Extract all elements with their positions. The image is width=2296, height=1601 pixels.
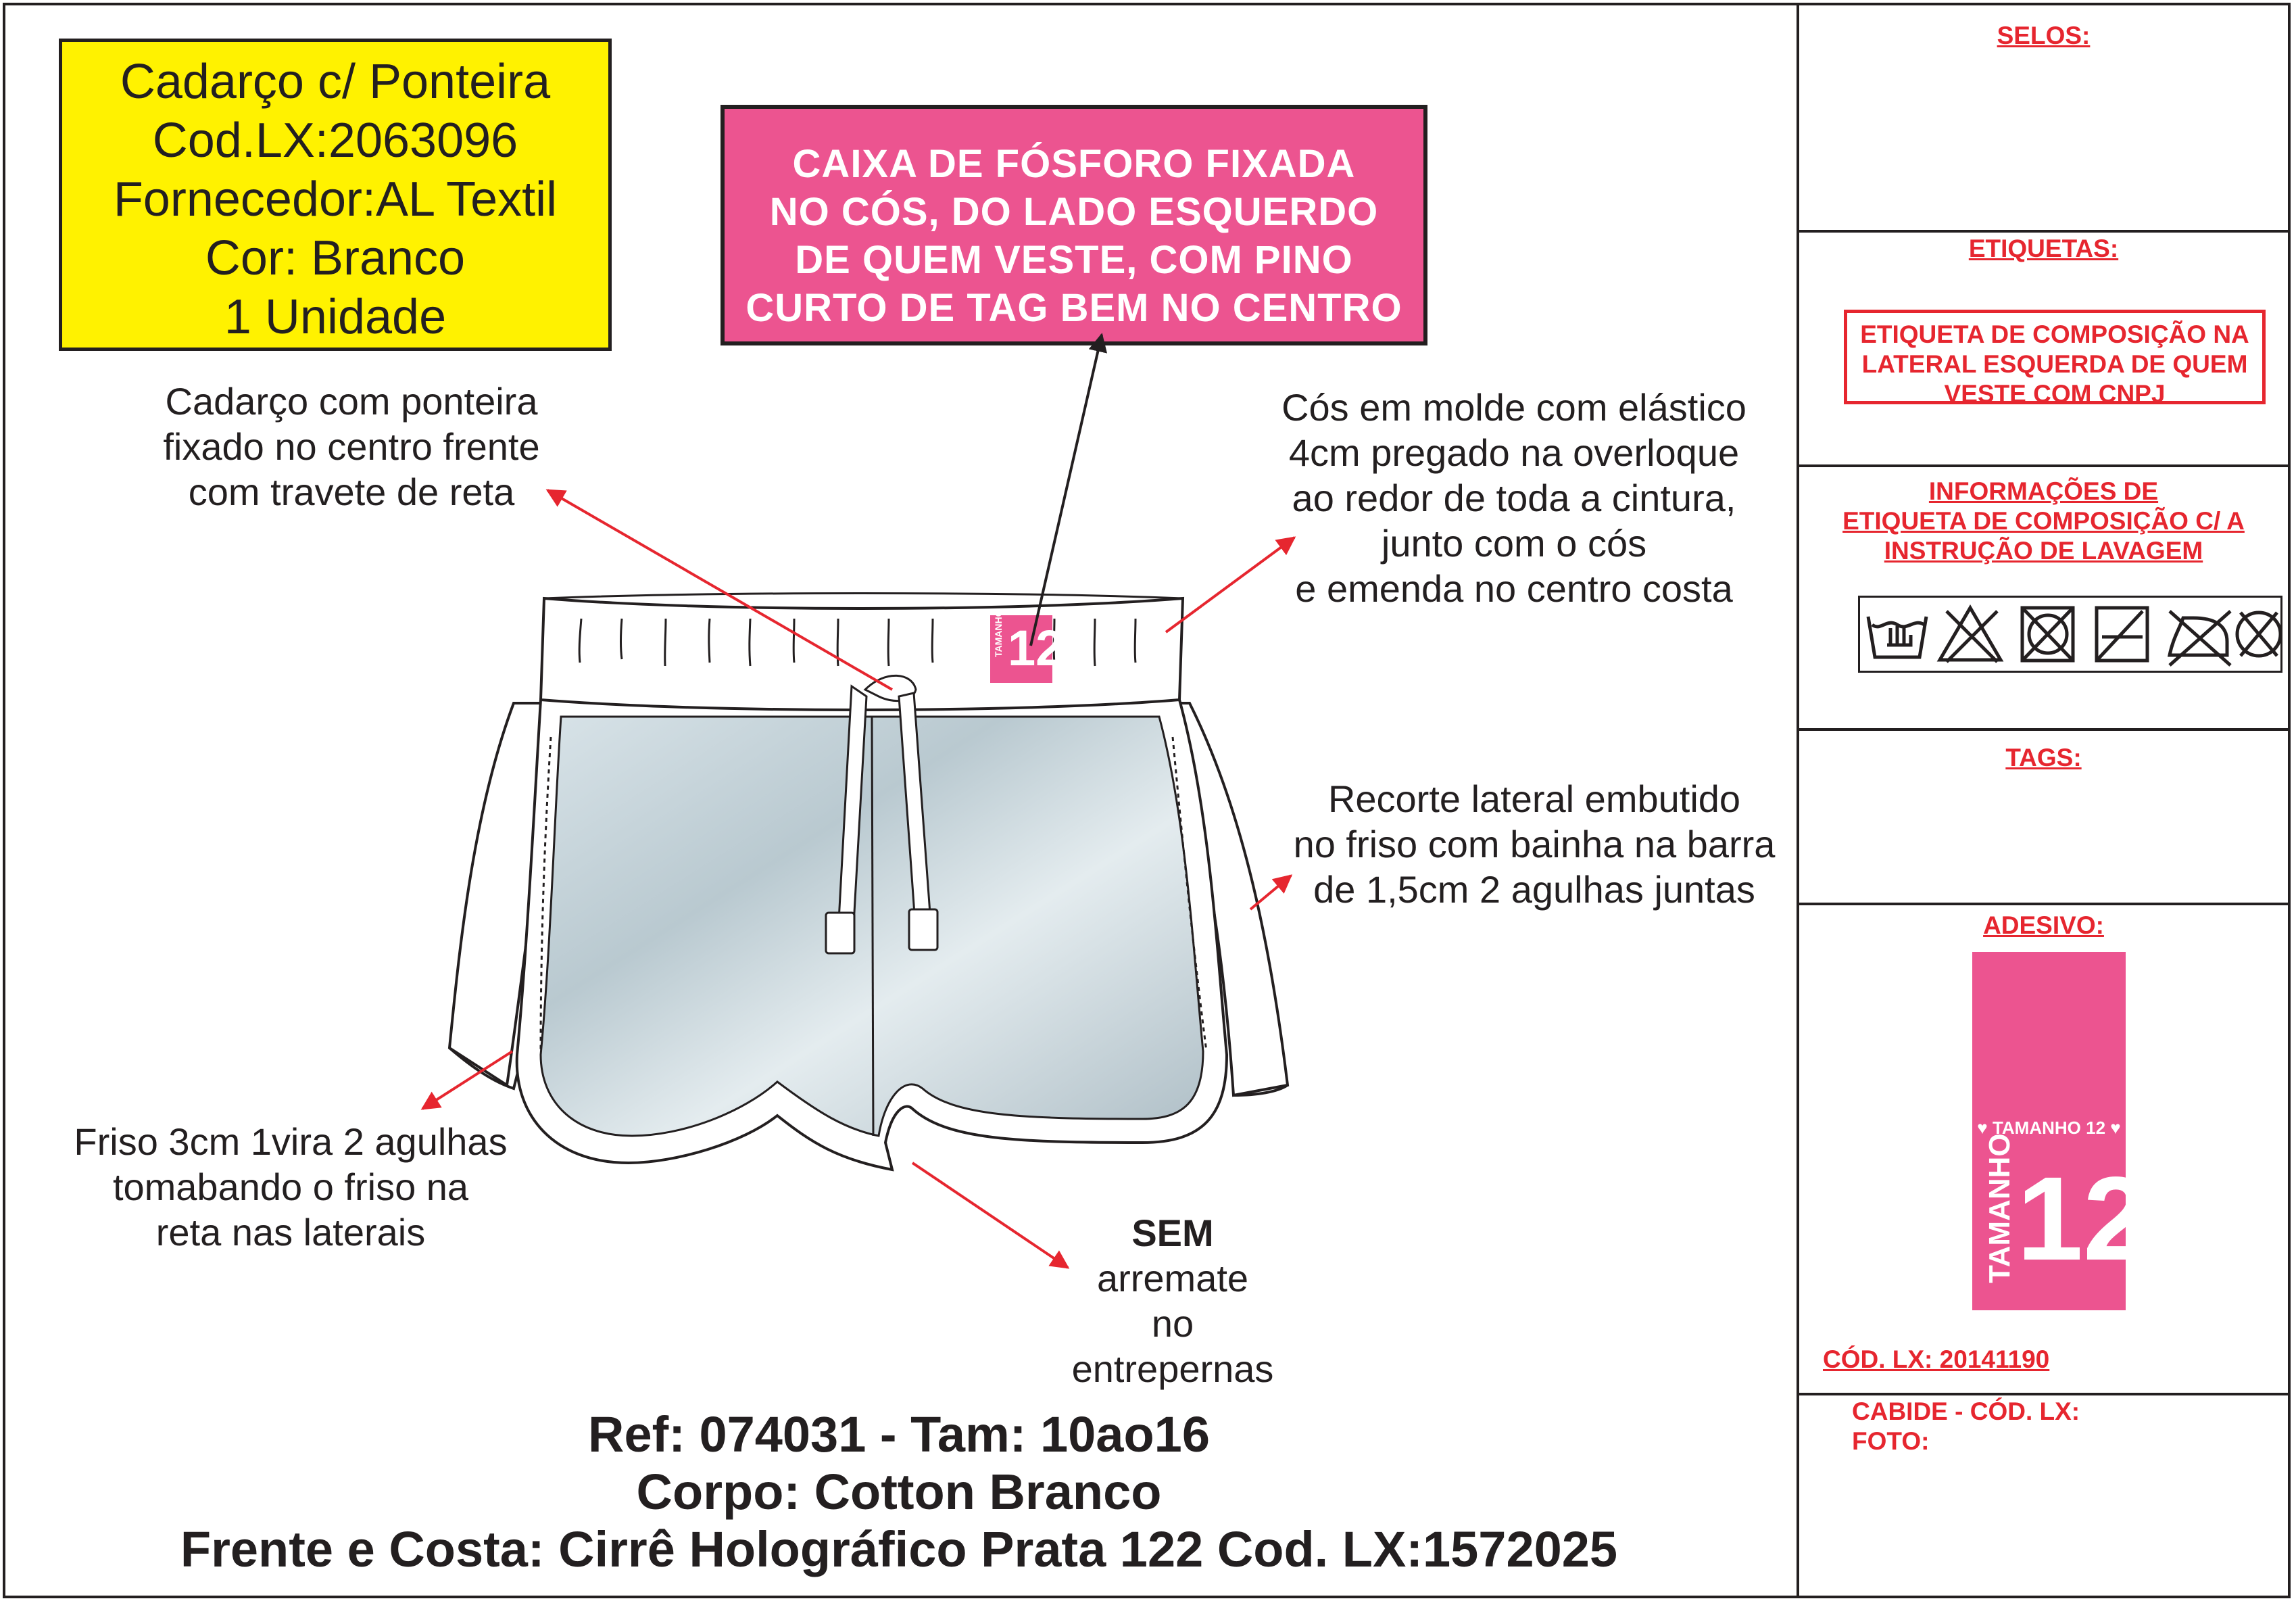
- do-not-dry-clean-icon: [2237, 613, 2280, 656]
- sticker-top-label: ♥ TAMANHO 12 ♥: [1977, 1118, 2121, 1138]
- reference-title: Ref: 074031 - Tam: 10ao16: [588, 1406, 1210, 1462]
- note-line-bold: SEM: [1131, 1212, 1214, 1254]
- section-divider: [1797, 728, 2291, 731]
- adesivo-heading: ADESIVO:: [1983, 911, 2104, 939]
- drawcord-info-line: Cod.LX:2063096: [152, 114, 518, 168]
- note-line: no friso com bainha na barra: [1293, 823, 1776, 865]
- note-line: fixado no centro frente: [163, 425, 540, 468]
- matchbox-pointer: [1031, 335, 1102, 646]
- section-divider: [1797, 230, 2291, 233]
- waistband-pointer: [1166, 537, 1294, 632]
- note-line: Recorte lateral embutido: [1327, 778, 1741, 820]
- composition-label-line: VESTE COM CNPJ: [1944, 380, 2166, 408]
- note-line: e emenda no centro costa: [1295, 567, 1733, 610]
- hand-wash-icon: [1868, 617, 1926, 657]
- note-line: arremate: [1096, 1257, 1249, 1299]
- drawcord-info-line: 1 Unidade: [224, 290, 447, 344]
- note-line: no: [1151, 1302, 1194, 1345]
- note-line: reta nas laterais: [155, 1211, 426, 1253]
- fly-seam: [872, 717, 873, 1136]
- note-line: Cós em molde com elástico: [1281, 386, 1747, 429]
- section-divider: [1797, 464, 2291, 467]
- note-line: entrepernas: [1071, 1347, 1274, 1390]
- note-line: de 1,5cm 2 agulhas juntas: [1313, 868, 1755, 911]
- composition-label-line: LATERAL ESQUERDA DE QUEM: [1861, 350, 2248, 378]
- note-line: junto com o cós: [1381, 522, 1647, 565]
- callout-line: CAIXA DE FÓSFORO FIXADA: [792, 142, 1356, 186]
- selos-heading: SELOS:: [1997, 22, 2091, 49]
- care-info-line: ETIQUETA DE COMPOSIÇÃO C/ A: [1842, 507, 2245, 535]
- crotch-pointer: [912, 1163, 1068, 1268]
- waistband-inner: [544, 594, 1183, 599]
- photo-label: FOTO:: [1852, 1427, 1930, 1455]
- size-sticker: [1972, 952, 2149, 1310]
- drawcord-info-line: Fornecedor:AL Textil: [113, 172, 558, 226]
- care-symbols-box: [1858, 596, 2282, 673]
- section-divider: [1797, 1393, 2291, 1395]
- front-back-fabric-title: Frente e Costa: Cirrê Holográfico Prata 122 Cod. LX:1572025: [180, 1521, 1618, 1577]
- size-tag-small: TAMANHO: [993, 609, 1004, 657]
- drawcord-info-line: Cor: Branco: [205, 231, 466, 285]
- note-line: ao redor de toda a cintura,: [1292, 477, 1736, 519]
- note-line: 4cm pregado na overloque: [1288, 431, 1740, 474]
- size-tag-number: 12: [1008, 620, 1064, 676]
- note-line: Friso 3cm 1vira 2 agulhas: [74, 1120, 508, 1163]
- body-fabric-title: Corpo: Cotton Branco: [636, 1464, 1162, 1520]
- care-symbols: [1860, 598, 2280, 671]
- sticker-vertical-label: TAMANHO: [1983, 1133, 2016, 1283]
- care-info-line: INSTRUÇÃO DE LAVAGEM: [1884, 537, 2203, 565]
- callout-line: NO CÓS, DO LADO ESQUERDO: [769, 190, 1379, 234]
- size-tag-label: [992, 609, 1064, 682]
- note-line: tomabando o friso na: [112, 1166, 469, 1208]
- tags-heading: TAGS:: [2005, 744, 2082, 771]
- care-info-heading: [1797, 477, 2291, 566]
- care-info-line: INFORMAÇÕES DE: [1928, 477, 2159, 505]
- hanger-code-label: CABIDE - CÓD. LX:: [1852, 1397, 2080, 1425]
- composition-label-box: [1844, 310, 2266, 408]
- etiquetas-heading: ETIQUETAS:: [1968, 235, 2119, 262]
- do-not-iron-icon: [2170, 611, 2230, 665]
- do-not-bleach-icon: [1940, 608, 2001, 662]
- sticker-code: CÓD. LX: 20141190: [1823, 1345, 2050, 1373]
- callout-line: CURTO DE TAG BEM NO CENTRO: [746, 286, 1402, 330]
- callout-line: DE QUEM VESTE, COM PINO: [795, 238, 1353, 282]
- sticker-number: 12: [2017, 1153, 2149, 1285]
- section-divider: [1797, 903, 2291, 905]
- side-cut-pointer: [1250, 876, 1291, 909]
- dry-flat-icon: [2097, 608, 2147, 661]
- note-line: Cadarço com ponteira: [165, 380, 538, 423]
- drawcord-info-line: Cadarço c/ Ponteira: [120, 55, 551, 109]
- do-not-tumble-dry-icon: [2022, 608, 2073, 661]
- note-line: com travete de reta: [188, 471, 515, 513]
- composition-label-line: ETIQUETA DE COMPOSIÇÃO NA: [1860, 320, 2249, 348]
